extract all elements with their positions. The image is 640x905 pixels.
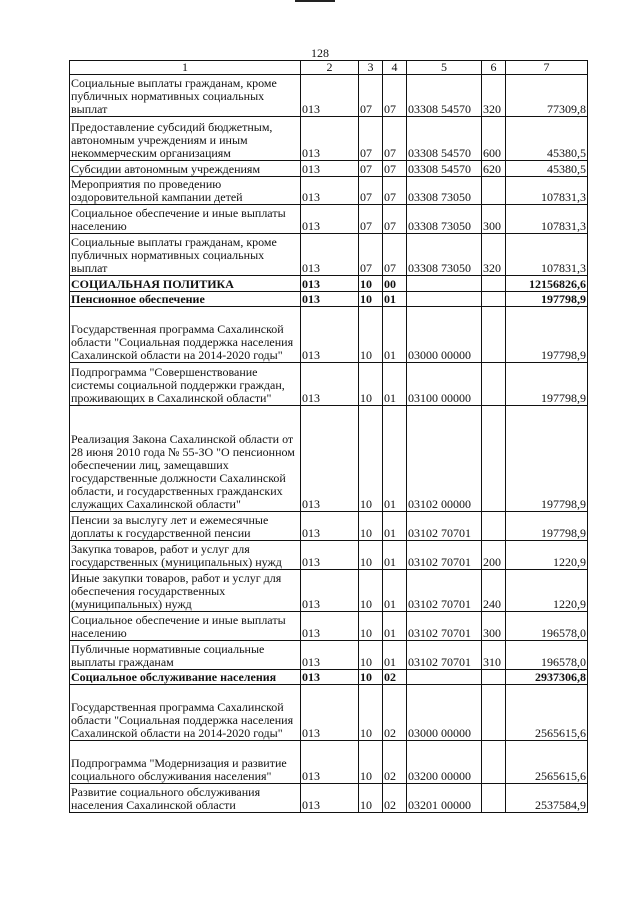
subsection-cell: 01 [383,307,407,363]
amount-cell: 197798,9 [506,406,588,512]
expense-type-cell [482,741,506,784]
expense-type-cell: 200 [482,541,506,570]
admin-code-cell: 013 [301,541,359,570]
subsection-cell: 01 [383,363,407,406]
budget-table [69,60,588,813]
column-header: 3 [359,61,383,75]
column-header: 2 [301,61,359,75]
section-cell: 10 [359,641,383,670]
target-article-cell: 03308 73050 [407,234,482,276]
table-row [70,541,588,570]
target-article-cell: 03102 70701 [407,641,482,670]
row-name-cell: Социальное обеспечение и иные выплаты населению [70,205,301,234]
row-name-cell: Пенсионное обеспечение [70,292,301,307]
expense-type-cell: 310 [482,641,506,670]
target-article-cell: 03201 00000 [407,784,482,813]
table-row [70,512,588,541]
admin-code-cell: 013 [301,406,359,512]
admin-code-cell: 013 [301,205,359,234]
header-row [70,61,588,75]
section-cell: 10 [359,570,383,612]
target-article-cell: 03308 54570 [407,161,482,177]
column-header: 6 [482,61,506,75]
expense-type-cell: 620 [482,161,506,177]
section-cell: 10 [359,512,383,541]
table-row [70,307,588,363]
table-row [70,205,588,234]
column-header: 4 [383,61,407,75]
table-row [70,117,588,161]
amount-cell: 197798,9 [506,292,588,307]
top-edge-mark [295,0,335,5]
expense-type-cell [482,363,506,406]
expense-type-cell [482,292,506,307]
amount-cell: 45380,5 [506,161,588,177]
target-article-cell: 03102 70701 [407,612,482,641]
target-article-cell [407,670,482,685]
subsection-cell: 01 [383,292,407,307]
table-row [70,612,588,641]
table-row [70,670,588,685]
amount-cell: 197798,9 [506,307,588,363]
amount-cell: 77309,8 [506,75,588,117]
amount-cell: 196578,0 [506,612,588,641]
expense-type-cell: 240 [482,570,506,612]
subsection-cell: 01 [383,570,407,612]
section-cell: 07 [359,234,383,276]
amount-cell: 2565615,6 [506,741,588,784]
target-article-cell: 03000 00000 [407,685,482,741]
expense-type-cell [482,406,506,512]
expense-type-cell: 320 [482,75,506,117]
amount-cell: 2937306,8 [506,670,588,685]
section-cell: 10 [359,612,383,641]
expense-type-cell: 600 [482,117,506,161]
subsection-cell: 02 [383,670,407,685]
admin-code-cell: 013 [301,117,359,161]
table-row [70,276,588,292]
target-article-cell: 03308 73050 [407,205,482,234]
row-name-cell: СОЦИАЛЬНАЯ ПОЛИТИКА [70,276,301,292]
table-row [70,741,588,784]
target-article-cell: 03308 54570 [407,75,482,117]
table-row [70,685,588,741]
section-cell: 10 [359,292,383,307]
amount-cell: 107831,3 [506,177,588,205]
row-name-cell: Иные закупки товаров, работ и услуг для обеспечения государственных (муниципальных) нужд [70,570,301,612]
table-row [70,641,588,670]
admin-code-cell: 013 [301,512,359,541]
subsection-cell: 00 [383,276,407,292]
table-row [70,75,588,117]
amount-cell: 197798,9 [506,363,588,406]
admin-code-cell: 013 [301,307,359,363]
amount-cell: 1220,9 [506,570,588,612]
section-cell: 10 [359,741,383,784]
section-cell: 07 [359,161,383,177]
table-row [70,292,588,307]
column-header: 7 [506,61,588,75]
table-row [70,570,588,612]
table-row [70,363,588,406]
admin-code-cell: 013 [301,161,359,177]
section-cell: 07 [359,177,383,205]
table-row [70,784,588,813]
target-article-cell: 03000 00000 [407,307,482,363]
section-cell: 10 [359,406,383,512]
subsection-cell: 01 [383,541,407,570]
page-number: 128 [311,46,329,60]
target-article-cell: 03102 70701 [407,512,482,541]
row-name-cell: Субсидии автономным учреждениям [70,161,301,177]
expense-type-cell [482,307,506,363]
expense-type-cell: 300 [482,205,506,234]
subsection-cell: 02 [383,741,407,784]
target-article-cell: 03308 73050 [407,177,482,205]
amount-cell: 45380,5 [506,117,588,161]
admin-code-cell: 013 [301,570,359,612]
target-article-cell: 03308 54570 [407,117,482,161]
row-name-cell: Социальное обеспечение и иные выплаты населению [70,612,301,641]
subsection-cell: 01 [383,612,407,641]
row-name-cell: Государственная программа Сахалинской области "Социальная поддержка населения Сахалинской области на 2014-2020 годы" [70,307,301,363]
subsection-cell: 01 [383,406,407,512]
expense-type-cell [482,784,506,813]
row-name-cell: Подпрограмма "Модернизация и развитие социального обслуживания населения" [70,741,301,784]
subsection-cell: 02 [383,784,407,813]
target-article-cell: 03100 00000 [407,363,482,406]
target-article-cell: 03102 70701 [407,570,482,612]
column-header: 1 [70,61,301,75]
admin-code-cell: 013 [301,612,359,641]
admin-code-cell: 013 [301,292,359,307]
subsection-cell: 07 [383,177,407,205]
section-cell: 10 [359,276,383,292]
admin-code-cell: 013 [301,177,359,205]
amount-cell: 107831,3 [506,205,588,234]
target-article-cell [407,276,482,292]
row-name-cell: Предоставление субсидий бюджетным, автономным учреждениям и иным некоммерческим организациям [70,117,301,161]
subsection-cell: 07 [383,234,407,276]
amount-cell: 1220,9 [506,541,588,570]
section-cell: 10 [359,784,383,813]
subsection-cell: 01 [383,641,407,670]
expense-type-cell: 300 [482,612,506,641]
row-name-cell: Мероприятия по проведению оздоровительной кампании детей [70,177,301,205]
admin-code-cell: 013 [301,276,359,292]
target-article-cell: 03102 00000 [407,406,482,512]
table-row [70,161,588,177]
row-name-cell: Публичные нормативные социальные выплаты гражданам [70,641,301,670]
amount-cell: 2565615,6 [506,685,588,741]
amount-cell: 197798,9 [506,512,588,541]
target-article-cell: 03102 70701 [407,541,482,570]
row-name-cell: Социальные выплаты гражданам, кроме публичных нормативных социальных выплат [70,75,301,117]
section-cell: 07 [359,117,383,161]
amount-cell: 2537584,9 [506,784,588,813]
target-article-cell [407,292,482,307]
amount-cell: 196578,0 [506,641,588,670]
section-cell: 10 [359,685,383,741]
expense-type-cell [482,685,506,741]
row-name-cell: Пенсии за выслугу лет и ежемесячные доплаты к государственной пенсии [70,512,301,541]
admin-code-cell: 013 [301,234,359,276]
subsection-cell: 07 [383,117,407,161]
expense-type-cell [482,512,506,541]
table-row [70,234,588,276]
admin-code-cell: 013 [301,75,359,117]
row-name-cell: Государственная программа Сахалинской области "Социальная поддержка населения Сахалинской области на 2014-2020 годы" [70,685,301,741]
target-article-cell: 03200 00000 [407,741,482,784]
subsection-cell: 07 [383,75,407,117]
table-row [70,406,588,512]
admin-code-cell: 013 [301,641,359,670]
row-name-cell: Реализация Закона Сахалинской области от 28 июня 2010 года № 55-ЗО "О пенсионном обеспечении лиц, замещавших государственные должности Сахалинской области, и государственных гражданских служащих Сахалинской области" [70,406,301,512]
row-name-cell: Закупка товаров, работ и услуг для государственных (муниципальных) нужд [70,541,301,570]
subsection-cell: 02 [383,685,407,741]
section-cell: 07 [359,75,383,117]
row-name-cell: Социальное обслуживание населения [70,670,301,685]
subsection-cell: 01 [383,512,407,541]
expense-type-cell: 320 [482,234,506,276]
expense-type-cell [482,670,506,685]
expense-type-cell [482,177,506,205]
row-name-cell: Социальные выплаты гражданам, кроме публичных нормативных социальных выплат [70,234,301,276]
admin-code-cell: 013 [301,784,359,813]
admin-code-cell: 013 [301,670,359,685]
subsection-cell: 07 [383,161,407,177]
table-row [70,177,588,205]
admin-code-cell: 013 [301,741,359,784]
admin-code-cell: 013 [301,363,359,406]
section-cell: 10 [359,363,383,406]
column-header: 5 [407,61,482,75]
row-name-cell: Развитие социального обслуживания населения Сахалинской области [70,784,301,813]
amount-cell: 12156826,6 [506,276,588,292]
section-cell: 10 [359,307,383,363]
section-cell: 10 [359,541,383,570]
expense-type-cell [482,276,506,292]
subsection-cell: 07 [383,205,407,234]
amount-cell: 107831,3 [506,234,588,276]
row-name-cell: Подпрограмма "Совершенствование системы социальной поддержки граждан, проживающих в Сахалинской области" [70,363,301,406]
section-cell: 10 [359,670,383,685]
admin-code-cell: 013 [301,685,359,741]
section-cell: 07 [359,205,383,234]
